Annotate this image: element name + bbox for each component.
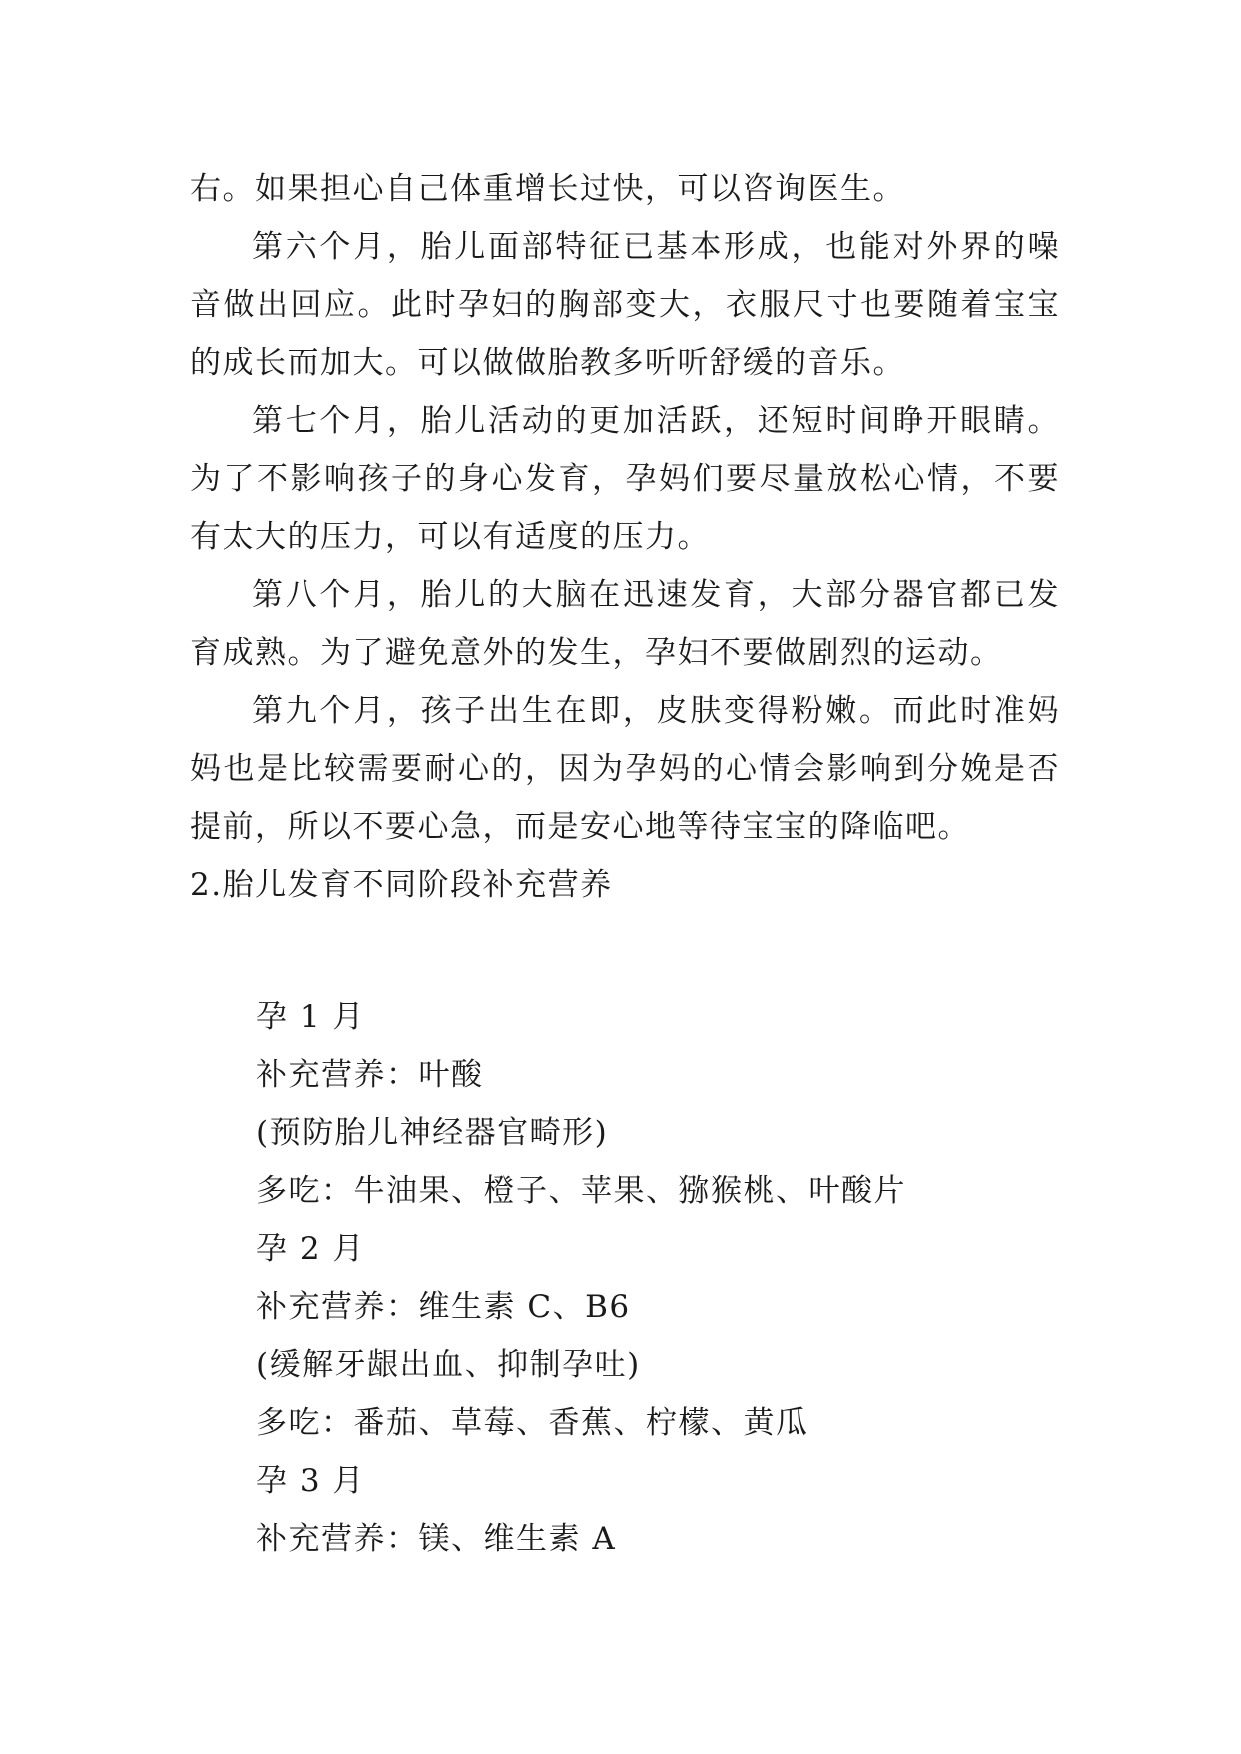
paragraph-continuation: 右。如果担心自己体重增长过快，可以咨询医生。 xyxy=(190,171,905,207)
foods-line: 多吃：番茄、草莓、香蕉、柠檬、黄瓜 xyxy=(256,1405,809,1441)
paragraph-month-8: 第八个月，胎儿的大脑在迅速发育，大部分器官都已发育成熟。为了避免意外的发生，孕妇不要做剧烈的运动。 xyxy=(190,577,1060,671)
nutrient-line: 补充营养：维生素 C、B6 xyxy=(256,1289,631,1325)
paragraph-month-9: 第九个月，孩子出生在即，皮肤变得粉嫩。而此时准妈妈也是比较需要耐心的，因为孕妈的心情会影响到分娩是否提前，所以不要心急，而是安心地等待宝宝的降临吧。 xyxy=(190,693,1060,845)
nutrient-line: 补充营养：叶酸 xyxy=(256,1057,484,1093)
paragraph-month-7: 第七个月，胎儿活动的更加活跃，还短时间睁开眼睛。为了不影响孩子的身心发育，孕妈们要尽量放松心情，不要有太大的压力，可以有适度的压力。 xyxy=(190,403,1060,555)
foods-line: 多吃：牛油果、橙子、苹果、猕猴桃、叶酸片 xyxy=(256,1173,906,1209)
purpose-line: (预防胎儿神经器官畸形) xyxy=(256,1115,609,1151)
month-1-block xyxy=(190,988,1060,1220)
document-body xyxy=(190,160,1060,1568)
month-label: 孕 1 月 xyxy=(256,999,365,1035)
purpose-line: (缓解牙龈出血、抑制孕吐) xyxy=(256,1347,641,1383)
month-2-block xyxy=(190,1220,1060,1452)
month-3-block xyxy=(190,1452,1060,1568)
section-spacer xyxy=(190,914,1060,988)
nutrient-line: 补充营养：镁、维生素 A xyxy=(256,1521,617,1557)
section-heading: 2.胎儿发育不同阶段补充营养 xyxy=(190,867,613,903)
month-label: 孕 3 月 xyxy=(256,1463,365,1499)
paragraph-month-6: 第六个月，胎儿面部特征已基本形成，也能对外界的噪音做出回应。此时孕妇的胸部变大，衣服尺寸也要随着宝宝的成长而加大。可以做做胎教多听听舒缓的音乐。 xyxy=(190,229,1060,381)
month-label: 孕 2 月 xyxy=(256,1231,365,1267)
